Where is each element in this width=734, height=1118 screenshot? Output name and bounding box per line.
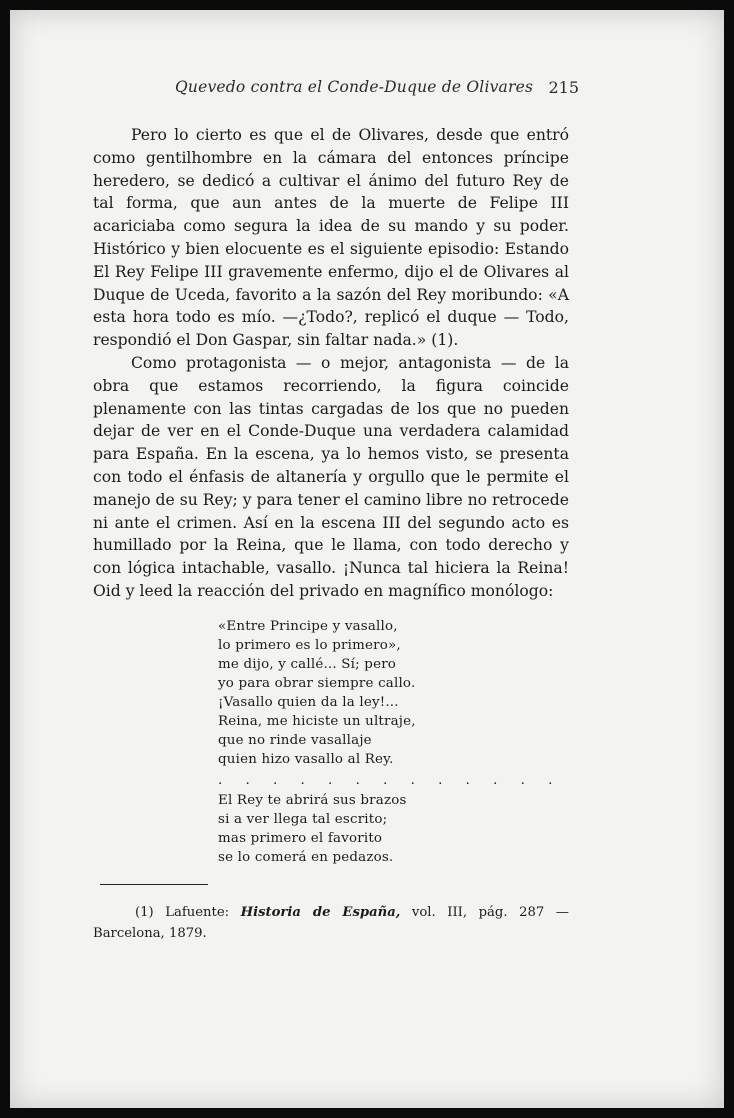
verse-line: yo para obrar siempre callo. (218, 676, 416, 691)
body-text (93, 124, 569, 603)
running-title: Quevedo contra el Conde-Duque de Olivares (175, 78, 534, 96)
footnote (93, 903, 569, 944)
paragraph-2: Como protagonista — o mejor, antagonista — de la obra que estamos recorriendo, la figura coincide plenamente con las tintas cargadas de los que no pueden dejar de ver en el Conde-Duque una verdadera calamidad para España. En la escena, ya lo hemos visto, se presenta con todo el énfasis de altanería y orgullo que le permite el manejo de su Rey; y para tener el camino libre no retrocede ni ante el crimen. Así en la escena III del segundo acto es humillado por la Reina, que le llama, con todo derecho y con lógica intachable, vasallo. ¡Nunca tal hiciera la Reina! Oid y leed la reacción del privado en magnífico monólogo: (93, 353, 569, 600)
verse-ellipsis: . . . . . . . . . . . . . (218, 773, 562, 788)
verse-line: que no rinde vasallaje (218, 733, 372, 748)
verse-line: ¡Vasallo quien da la ley!... (218, 695, 399, 710)
book-page (10, 10, 724, 1108)
footnote-work-title: Historia de España, (240, 905, 401, 920)
verse-line: Reina, me hiciste un ultraje, (218, 714, 416, 729)
footnote-text (93, 903, 569, 944)
verse-quotation (218, 617, 562, 867)
footnote-details: vol. III, pág. 287 — Barcelona, 1879. (93, 905, 569, 941)
footnote-divider (100, 884, 208, 885)
verse-line: «Entre Principe y vasallo, (218, 619, 398, 634)
footnote-reference: (1) (431, 331, 454, 350)
paragraph-1: Pero lo cierto es que el de Olivares, desde que entró como gentilhombre en la cámara del entonces príncipe heredero, se dedicó a cultivar el ánimo del futuro Rey de tal forma, que aun antes de la muerte de Felipe III acariciaba como segura la idea de su mando y su poder. Histórico y bien elocuente es el siguiente episodio: Estando El Rey Felipe III gravemente enfermo, dijo el de Olivares al Duque de Uceda, favorito a la sazón del Rey moribundo: «A esta hora todo es mío. —¿Todo?, replicó el duque — Todo, respondió el Don Gaspar, sin faltar nada.» (1). (93, 126, 569, 350)
verse-line: mas primero el favorito (218, 831, 383, 846)
verse-line: El Rey te abrirá sus brazos (218, 793, 407, 808)
verse-line: si a ver llega tal escrito; (218, 812, 388, 827)
verse-line: quien hizo vasallo al Rey. (218, 752, 394, 767)
paragraph-1-text: Pero lo cierto es que el de Olivares, desde que entró como gentilhombre en la cámara del entonces príncipe heredero, se dedicó a cultivar el ánimo del futuro Rey de tal forma, que aun antes de la muerte de Felipe III acariciaba como segura la idea de su mando y su poder. Histórico y bien elocuente es el siguiente episodio: Estando El Rey Felipe III gravemente enfermo, dijo el de Olivares al Duque de Uceda, favorito a la sazón del Rey moribundo: «A esta hora todo es mío. —¿Todo?, replicó el duque — Todo, respondió el Don Gaspar, sin faltar nada.» (93, 126, 569, 350)
footnote-marker: (1) (135, 905, 154, 920)
verse-line: lo primero es lo primero», (218, 638, 401, 653)
verse-line: me dijo, y callé... Sí; pero (218, 657, 397, 672)
verse-line: se lo comerá en pedazos. (218, 850, 394, 865)
footnote-author: Lafuente: (165, 905, 230, 920)
page-number: 215 (548, 78, 579, 97)
